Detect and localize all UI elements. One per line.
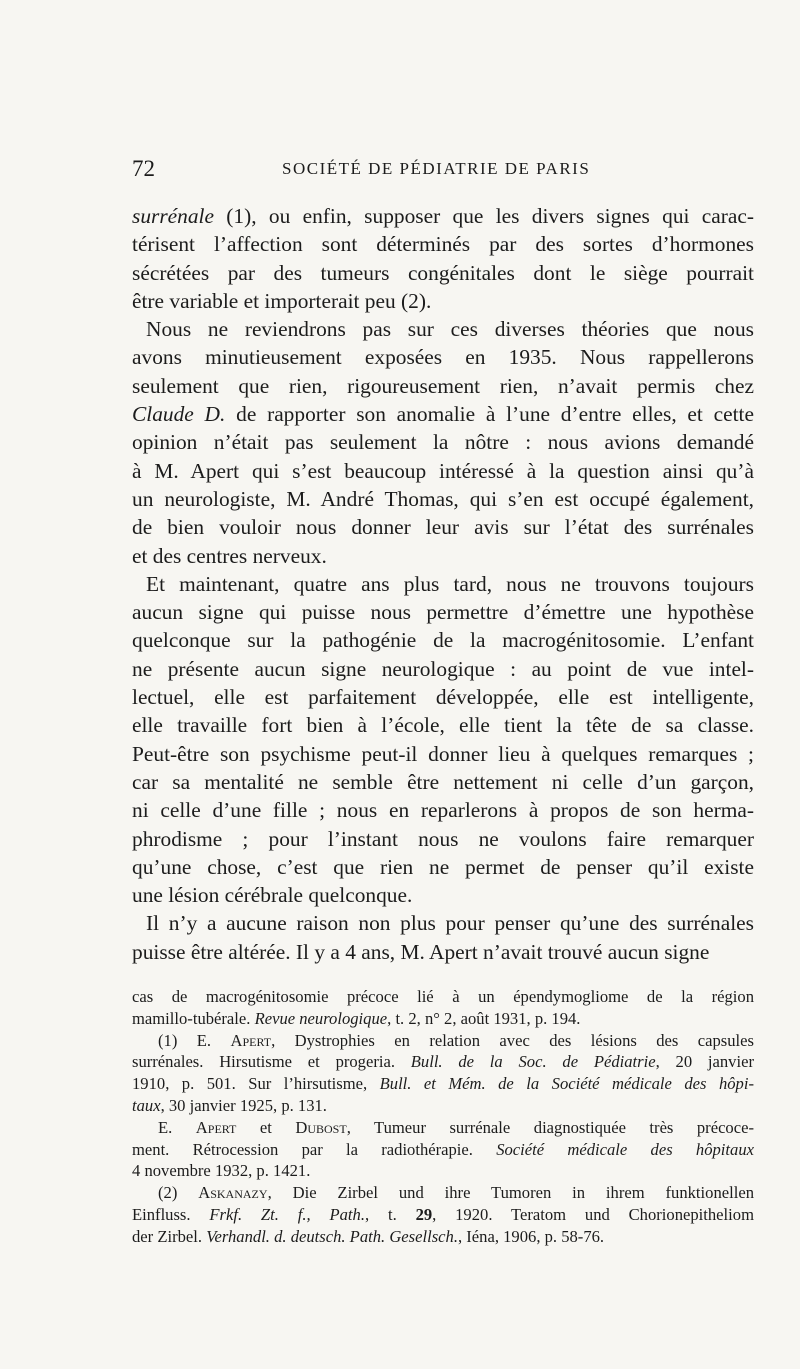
footnotes (132, 986, 754, 1248)
footnote-line (132, 1160, 754, 1182)
text-run: (2) (158, 1183, 199, 1203)
text-run: , Die Zirbel und ihre Tumoren in ihrem funktionellen (267, 1183, 754, 1203)
text-run: car sa mentalité ne semble être nettement ni celle d’un garçon, (132, 769, 754, 794)
footnote-line (132, 1095, 754, 1117)
footnote-line (132, 1030, 754, 1052)
text-run: une lésion cérébrale quelconque. (132, 883, 413, 908)
top-margin (0, 0, 800, 150)
body-line (132, 400, 754, 428)
text-run: quelconque sur la pathogénie de la macrogénitosomie. L’enfant (132, 628, 754, 653)
body-line (132, 796, 754, 824)
text-run: seulement que rien, rigoureusement rien, n’avait permis chez (132, 373, 754, 398)
text-run: aucun signe qui puisse nous permettre d’émettre une hypothèse (132, 600, 754, 625)
italic-text: Revue neurologique (254, 1008, 388, 1028)
footnote-line (132, 1226, 754, 1248)
text-run: , Dystrophies en relation avec des lésions des capsules (271, 1030, 754, 1050)
body-line (132, 485, 754, 513)
body-line (132, 938, 754, 966)
body-line (132, 287, 754, 315)
text-run: puisse être altérée. Il y a 4 ans, M. Apert n’avait trouvé aucun signe (132, 939, 710, 964)
text-run: de rapporter son anomalie à l’une d’entre elles, et cette (225, 402, 754, 427)
text-run: térisent l’affection sont déterminés par des sortes d’hormones (132, 232, 754, 257)
italic-text: Bull. et Mém. de la Société médicale des hôpi- (379, 1074, 754, 1094)
text-run: 1910, p. 501. Sur l’hirsutisme, (132, 1074, 380, 1094)
text-run: surrénales. Hirsutisme et progeria. (132, 1052, 411, 1072)
body-line (132, 740, 754, 768)
text-run: à M. Apert qui s’est beaucoup intéressé à la question ainsi qu’à (132, 458, 754, 483)
author-name: Apert (195, 1117, 237, 1137)
author-name: Dubost (295, 1117, 347, 1137)
text-run: , t. 2, n° 2, août 1931, p. 194. (387, 1008, 581, 1028)
body-line (132, 683, 754, 711)
text-run: , Tumeur surrénale diagnostiquée très précoce- (346, 1117, 754, 1137)
footnote-line (132, 1008, 754, 1030)
body-line (132, 259, 754, 287)
footnote-line (132, 1117, 754, 1139)
text-run: Et maintenant, quatre ans plus tard, nous ne trouvons toujours (146, 571, 754, 596)
text-run: , Iéna, 1906, p. 58-76. (457, 1226, 605, 1246)
footnote-line (132, 1182, 754, 1204)
text-run: avons minutieusement exposées en 1935. Nous rappellerons (132, 345, 754, 370)
body-line (132, 909, 754, 937)
body-line (132, 457, 754, 485)
italic-text: Bull. de la Soc. de Pédiatrie (410, 1052, 656, 1072)
text-run: ni celle d’une fille ; nous en reparlerons à propos de son herma- (132, 798, 754, 823)
text-run: de bien vouloir nous donner leur avis sur l’état des surrénales (132, 515, 754, 540)
body-line (132, 570, 754, 598)
body-line (132, 655, 754, 683)
text-run: opinion n’était pas seulement la nôtre : nous avions demandé (132, 430, 754, 455)
body-line (132, 881, 754, 909)
text-run: Il n’y a aucune raison non plus pour penser qu’une des surrénales (146, 911, 754, 936)
body-line (132, 372, 754, 400)
text-run: E. (158, 1117, 196, 1137)
text-run: elle travaille fort bien à l’école, elle tient la tête de sa classe. (132, 713, 754, 738)
page-number: 72 (132, 156, 155, 181)
text-run: der Zirbel. (132, 1226, 207, 1246)
text-run: phrodisme ; pour l’instant nous ne voulons faire remarquer (132, 826, 754, 851)
italic-text: Société médicale des hôpitaux (496, 1139, 754, 1159)
text-run: lectuel, elle est parfaitement développée, elle est intelligente, (132, 685, 754, 710)
text-run: mamillo-tubérale. (132, 1008, 255, 1028)
text-run: , 30 janvier 1925, p. 131. (160, 1095, 327, 1115)
text-run: qu’une chose, c’est que rien ne permet de penser qu’il existe (132, 854, 754, 879)
page-header (132, 156, 594, 186)
footnote-line (132, 986, 754, 1008)
italic-text: surrénale (132, 204, 214, 228)
italic-text: Claude D. (132, 402, 226, 427)
body-line (132, 428, 754, 456)
body-line (132, 202, 754, 230)
body-line (132, 315, 754, 343)
text-run: et des centres nerveux. (132, 543, 327, 568)
footnote-line (132, 1204, 754, 1226)
text-run: Einfluss. (132, 1204, 210, 1224)
text-run: 4 novembre 1932, p. 1421. (132, 1161, 311, 1181)
text-run: Peut-être son psychisme peut-il donner lieu à quelques remarques ; (132, 741, 754, 766)
body-text (132, 202, 754, 966)
italic-text: Verhandl. d. deutsch. Path. Gesellsch. (206, 1226, 458, 1246)
text-run: , t. (364, 1204, 416, 1224)
body-line (132, 626, 754, 654)
body-line (132, 230, 754, 258)
footnote-line (132, 1051, 754, 1073)
body-line (132, 513, 754, 541)
volume-number: 29 (415, 1204, 433, 1224)
body-line (132, 343, 754, 371)
body-line (132, 768, 754, 796)
text-run: sécrétées par des tumeurs congénitales dont le siège pourrait (132, 260, 754, 285)
text-run: (1) E. (158, 1030, 231, 1050)
text-run: (1), ou enfin, supposer que les divers signes qui carac- (214, 204, 754, 228)
text-run: Nous ne reviendrons pas sur ces diverses théories que nous (146, 317, 754, 342)
text-run: être variable et importerait peu (2). (132, 288, 432, 313)
italic-text: taux (132, 1095, 161, 1115)
author-name: Apert (230, 1030, 272, 1050)
text-run: cas de macrogénitosomie précoce lié à un épendymogliome de la région (132, 987, 754, 1006)
text-run: ne présente aucun signe neurologique : au point de vue intel- (132, 656, 754, 681)
body-line (132, 711, 754, 739)
running-head: SOCIÉTÉ DE PÉDIATRIE DE PARIS (282, 159, 591, 178)
text-run: , 20 janvier (655, 1052, 754, 1072)
author-name: Askanazy (198, 1183, 268, 1203)
text-run: , 1920. Teratom und Chorionepitheliom (432, 1204, 754, 1224)
body-line (132, 825, 754, 853)
text-run: et (236, 1117, 296, 1137)
italic-text: Frkf. Zt. f., Path. (209, 1204, 365, 1224)
text-run: un neurologiste, M. André Thomas, qui s’en est occupé également, (132, 486, 754, 511)
footnote-line (132, 1073, 754, 1095)
footnote-line (132, 1139, 754, 1161)
body-line (132, 598, 754, 626)
body-line (132, 853, 754, 881)
body-line (132, 542, 754, 570)
text-run: ment. Rétrocession par la radiothérapie. (132, 1139, 497, 1159)
